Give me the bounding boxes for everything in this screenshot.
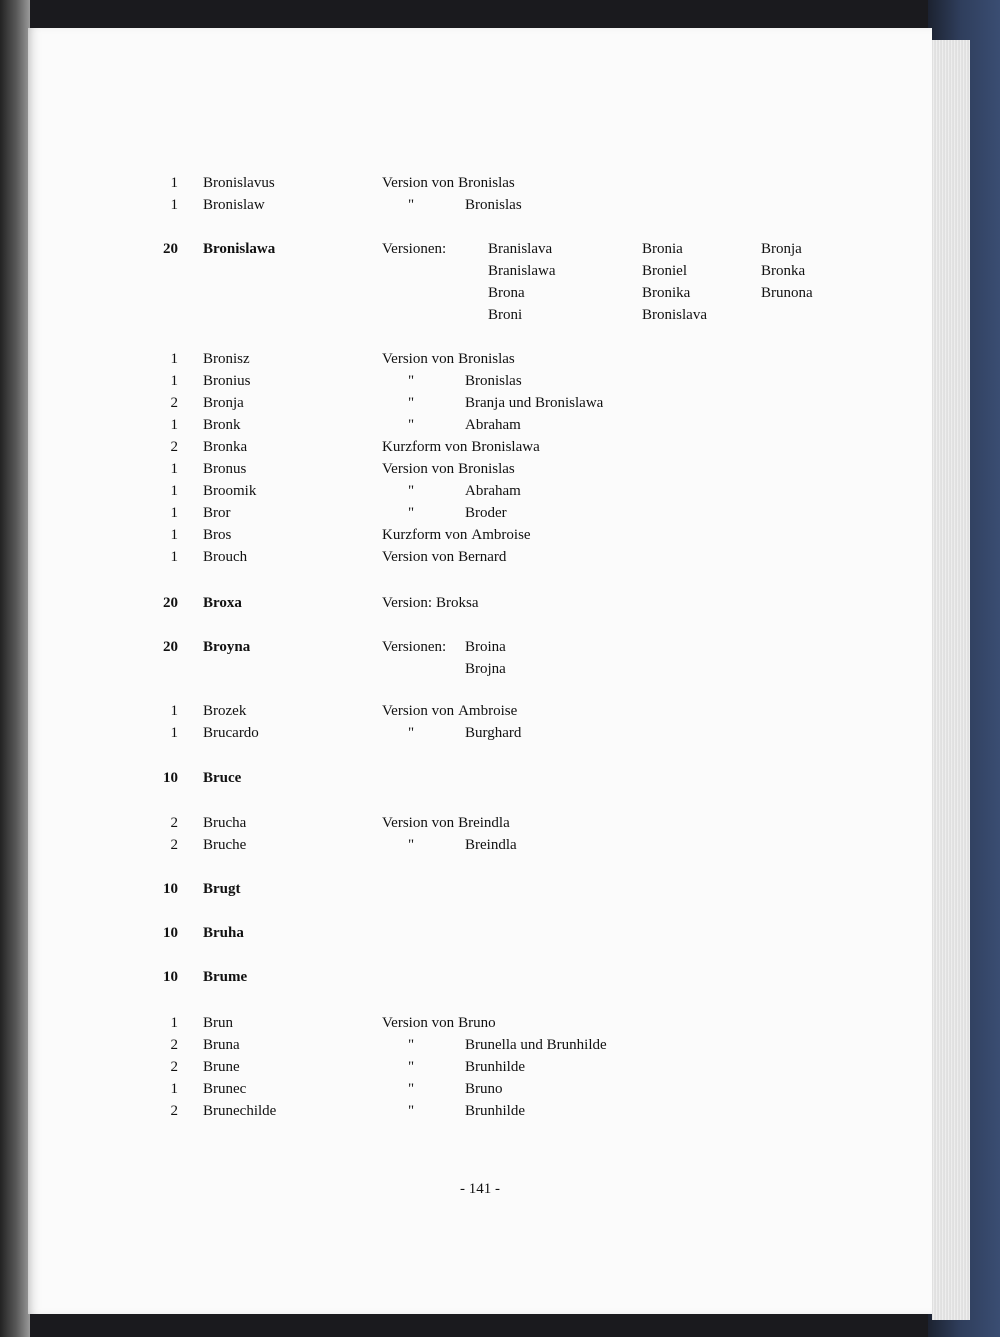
reference-target: Broina: [465, 639, 506, 655]
reference-target: Broder: [465, 505, 507, 521]
reference-prefix: Versionen:: [382, 241, 447, 257]
reference-prefix: Version von: [382, 815, 455, 831]
entry-name: Bronka: [203, 439, 248, 455]
entry-count: 1: [170, 175, 178, 191]
reference-prefix: Version von: [382, 351, 455, 367]
entry-reference-line: [28, 1078, 932, 1100]
reference-prefix: ": [408, 725, 415, 741]
entry-count: 10: [163, 770, 178, 786]
reference-prefix: ": [408, 373, 415, 389]
reference-prefix: ": [408, 197, 415, 213]
entry-reference-line: [28, 348, 932, 370]
entry-count: 1: [170, 505, 178, 521]
reference-prefix: ": [408, 1081, 415, 1097]
entry-reference-line: [28, 1100, 932, 1122]
reference-target: Burghard: [465, 725, 522, 741]
entry-reference-line: [28, 458, 932, 480]
reference-target: Breindla: [465, 837, 517, 853]
reference-prefix: ": [408, 395, 415, 411]
reference-target: Abraham: [465, 483, 521, 499]
entry-name: Bruha: [203, 925, 244, 941]
entry-reference-line: [28, 392, 932, 414]
entry-reference-line: [28, 260, 932, 282]
page-fore-edge: [932, 40, 970, 1320]
entry-reference-line: [28, 282, 932, 304]
entry-reference-line: [28, 414, 932, 436]
entry-count: 2: [170, 1059, 178, 1075]
reference-target: Branislava: [488, 241, 553, 257]
entry-name: Bronus: [203, 461, 247, 477]
entry-name: Broyna: [203, 639, 251, 655]
variant-name: Bronislava: [642, 307, 707, 323]
entry-name: Brozek: [203, 703, 247, 719]
entry-reference-line: [28, 834, 932, 856]
entry-name: Bronk: [203, 417, 241, 433]
entry-count: 1: [170, 1081, 178, 1097]
reference-target: Bronislas: [458, 461, 515, 477]
entry-count: 1: [170, 725, 178, 741]
entry-name: Brun: [203, 1015, 233, 1031]
entry-count: 2: [170, 837, 178, 853]
entry-name: Bronislaw: [203, 197, 265, 213]
entry-count: 1: [170, 527, 178, 543]
entry-count: 2: [170, 1037, 178, 1053]
entry-name: Bronja: [203, 395, 244, 411]
entry-count: 1: [170, 703, 178, 719]
entry-reference-line: [28, 636, 932, 658]
entry-count: 2: [170, 1103, 178, 1119]
entry-name: Brunechilde: [203, 1103, 277, 1119]
entry-reference-line: [28, 370, 932, 392]
reference-target: Brunhilde: [465, 1059, 525, 1075]
entry-name: Brucardo: [203, 725, 259, 741]
reference-target: Bruno: [465, 1081, 503, 1097]
name-entry: [28, 878, 932, 900]
entry-name: Bronislavus: [203, 175, 275, 191]
reference-prefix: ": [408, 417, 415, 433]
reference-prefix: ": [408, 1037, 415, 1053]
reference-prefix: Kurzform von: [382, 527, 468, 543]
reference-prefix: ": [408, 1103, 415, 1119]
reference-target: Brona: [488, 285, 525, 301]
reference-prefix: ": [408, 837, 415, 853]
entry-count: 2: [170, 395, 178, 411]
entry-reference-line: [28, 480, 932, 502]
entry-name: Bronislawa: [203, 241, 276, 257]
reference-target: Bronislawa: [471, 439, 540, 455]
entry-name: Brucha: [203, 815, 247, 831]
reference-target: Brunhilde: [465, 1103, 525, 1119]
entry-count: 10: [163, 925, 178, 941]
entry-name: Brugt: [203, 881, 241, 897]
entry-reference-line: [28, 524, 932, 546]
reference-target: Bronislas: [458, 351, 515, 367]
entry-reference-line: [28, 812, 932, 834]
reference-target: Bruno: [458, 1015, 496, 1031]
entry-name: Brouch: [203, 549, 248, 565]
entry-reference-line: [28, 592, 932, 614]
page-number: - 141 -: [460, 1181, 500, 1197]
name-entry: [28, 767, 932, 789]
reference-prefix: Version von: [382, 461, 455, 477]
entry-count: 1: [170, 1015, 178, 1031]
reference-prefix: ": [408, 505, 415, 521]
variant-name: Bronja: [761, 241, 802, 257]
reference-prefix: Version von: [382, 703, 455, 719]
entry-reference-line: [28, 722, 932, 744]
reference-target: Abraham: [465, 417, 521, 433]
entry-name: Brume: [203, 969, 248, 985]
reference-prefix: Version von: [382, 1015, 455, 1031]
reference-target: Broni: [488, 307, 523, 323]
entry-reference-line: [28, 658, 932, 680]
reference-target: Breindla: [458, 815, 510, 831]
entry-count: 10: [163, 881, 178, 897]
reference-prefix: Version von: [382, 549, 455, 565]
entry-name: Bruche: [203, 837, 247, 853]
entry-count: 2: [170, 815, 178, 831]
page: [28, 28, 932, 1314]
reference-target: Brunella und Brunhilde: [465, 1037, 607, 1053]
entry-count: 1: [170, 549, 178, 565]
entry-name: Brunec: [203, 1081, 247, 1097]
entry-name: Bronius: [203, 373, 251, 389]
reference-target: Bernard: [458, 549, 507, 565]
reference-prefix: Version von: [382, 175, 455, 191]
entry-reference-line: [28, 172, 932, 194]
entry-count: 1: [170, 483, 178, 499]
variant-name: Brunona: [761, 285, 813, 301]
entry-name: Bruna: [203, 1037, 240, 1053]
entry-reference-line: [28, 194, 932, 216]
entry-reference-line: [28, 1056, 932, 1078]
entry-name: Bronisz: [203, 351, 250, 367]
reference-target: Bronislas: [465, 373, 522, 389]
name-entry: [28, 922, 932, 944]
reference-target: Ambroise: [471, 527, 531, 543]
reference-prefix: ": [408, 1059, 415, 1075]
variant-name: Bronika: [642, 285, 691, 301]
entry-reference-line: [28, 700, 932, 722]
entry-reference-line: [28, 1012, 932, 1034]
entry-name: Bror: [203, 505, 231, 521]
entry-reference-line: [28, 436, 932, 458]
variant-name: Broniel: [642, 263, 687, 279]
reference-target: Broksa: [436, 595, 479, 611]
entry-count: 20: [163, 595, 178, 611]
reference-prefix: Versionen:: [382, 639, 447, 655]
entry-reference-line: [28, 1034, 932, 1056]
reference-prefix: Version:: [382, 595, 432, 611]
variant-name: Bronia: [642, 241, 683, 257]
reference-prefix: Kurzform von: [382, 439, 468, 455]
entry-reference-line: [28, 502, 932, 524]
entry-count: 10: [163, 969, 178, 985]
reference-target: Ambroise: [458, 703, 518, 719]
reference-target: Bronislas: [458, 175, 515, 191]
entry-count: 1: [170, 197, 178, 213]
entry-name: Brune: [203, 1059, 240, 1075]
entry-name: Bruce: [203, 770, 242, 786]
book-spine: [0, 0, 30, 1337]
entry-name: Broomik: [203, 483, 257, 499]
entry-count: 1: [170, 351, 178, 367]
entry-count: 20: [163, 241, 178, 257]
reference-prefix: ": [408, 483, 415, 499]
entry-reference-line: [28, 238, 932, 260]
entry-count: 20: [163, 639, 178, 655]
name-entry: [28, 966, 932, 988]
entry-name: Bros: [203, 527, 232, 543]
entry-count: 1: [170, 373, 178, 389]
name-entries-list: [28, 28, 932, 1314]
reference-target: Branislawa: [488, 263, 556, 279]
entry-reference-line: [28, 304, 932, 326]
reference-target: Brojna: [465, 661, 506, 677]
entry-count: 1: [170, 461, 178, 477]
entry-count: 2: [170, 439, 178, 455]
entry-count: 1: [170, 417, 178, 433]
entry-name: Broxa: [203, 595, 242, 611]
variant-name: Bronka: [761, 263, 806, 279]
entry-reference-line: [28, 546, 932, 568]
reference-target: Bronislas: [465, 197, 522, 213]
reference-target: Branja und Bronislawa: [465, 395, 604, 411]
